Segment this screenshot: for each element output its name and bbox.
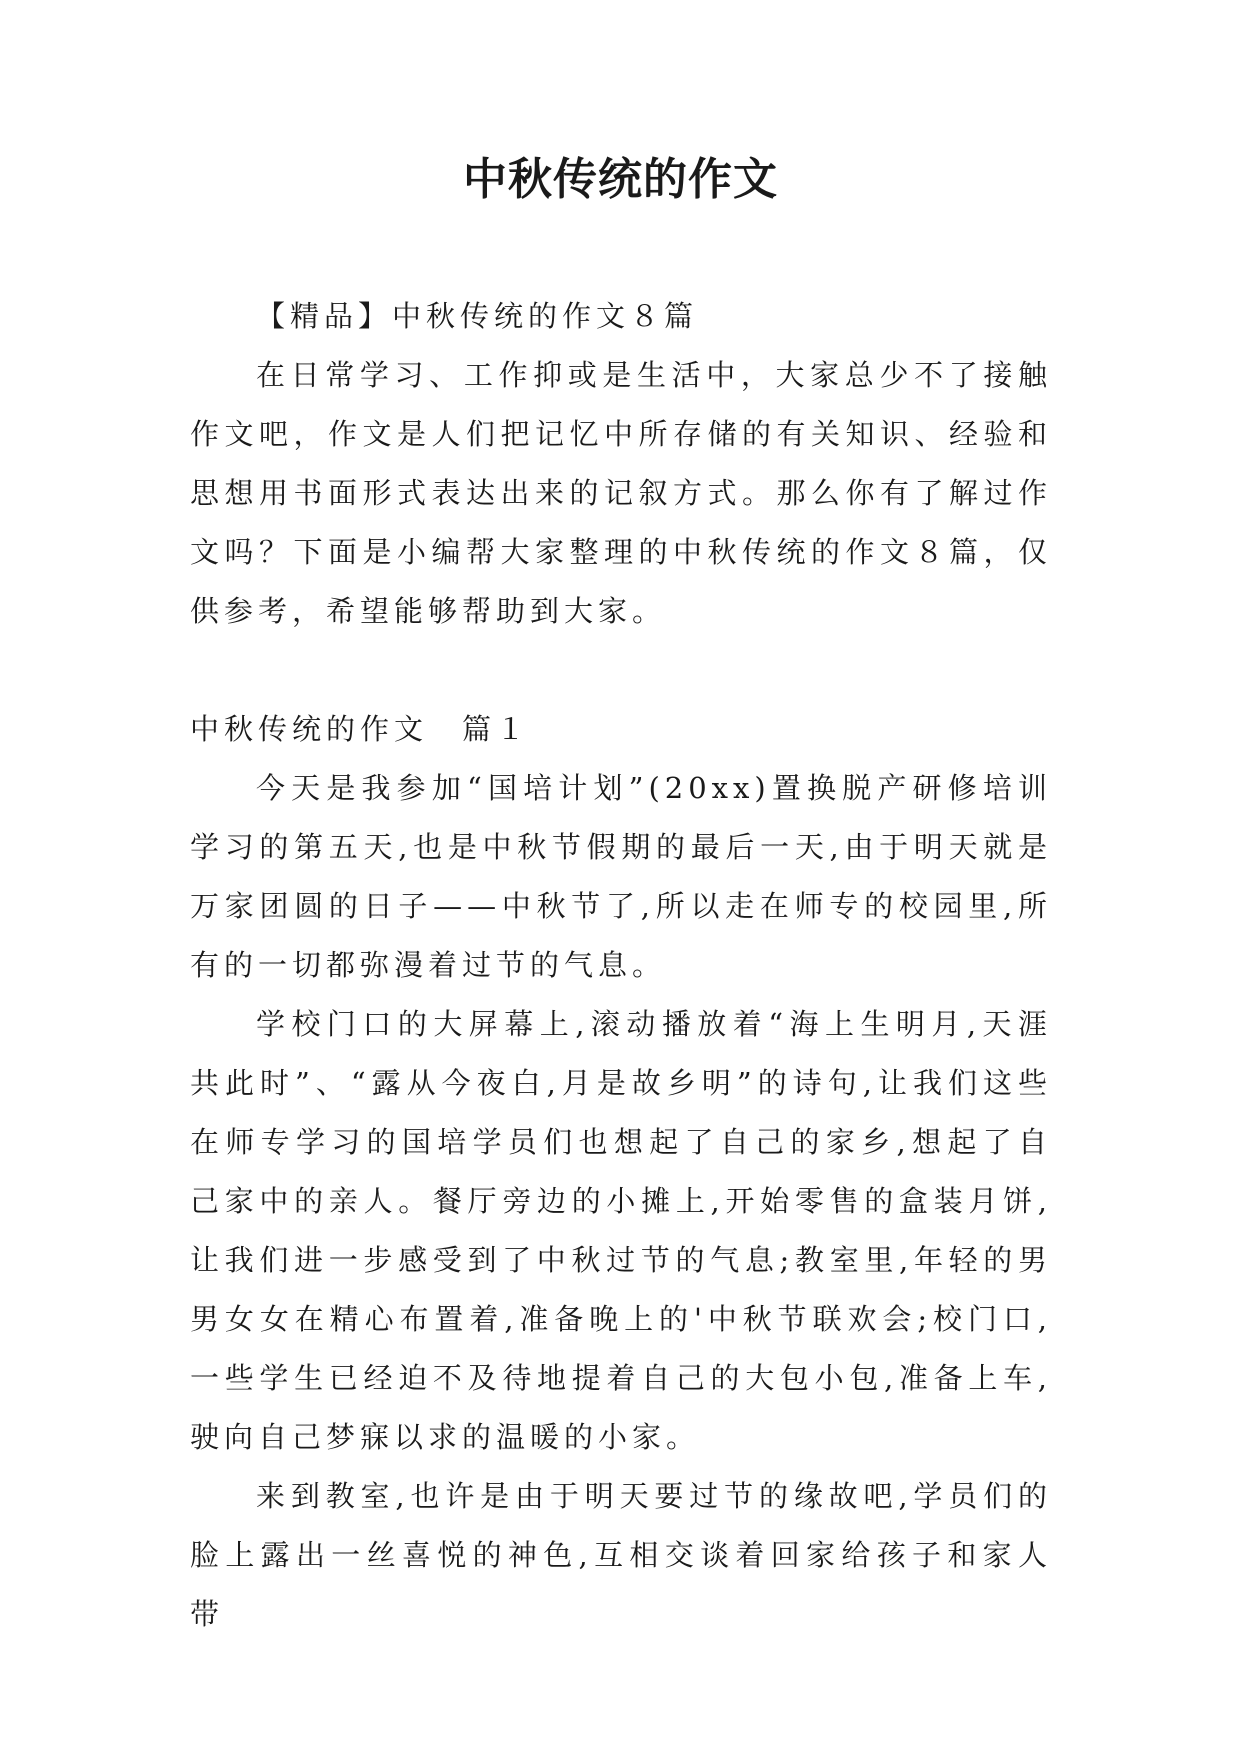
document-title: 中秋传统的作文 — [463, 154, 778, 205]
document-body — [190, 287, 1052, 1644]
body-paragraph: 学校门口的大屏幕上,滚动播放着“海上生明月,天涯共此时”、“露从今夜白,月是故乡明”的诗句,让我们这些在师专学习的国培学员们也想起了自己的家乡,想起了自己家中的亲人。餐厅旁边的小摊上,开始零售的盒装月饼,让我们进一步感受到了中秋过节的气息;教室里,年轻的男男女女在精心布置着,准备晚上的'中秋节联欢会;校门口,一些学生已经迫不及待地提着自己的大包小包,准备上车,驶向自己梦寐以求的温暖的小家。 — [190, 1007, 1052, 1454]
body-paragraph: 来到教室,也许是由于明天要过节的缘故吧,学员们的脸上露出一丝喜悦的神色,互相交谈着回家给孩子和家人带 — [190, 1479, 1052, 1631]
intro-line: 【精品】中秋传统的作文８篇 — [256, 299, 699, 333]
preface-paragraph: 在日常学习、工作抑或是生活中，大家总少不了接触作文吧，作文是人们把记忆中所存储的有关知识、经验和思想用书面形式表达出来的记叙方式。那么你有了解过作文吗？下面是小编帮大家整理的中秋传统的作文８篇，仅供参考，希望能够帮助到大家。 — [190, 358, 1052, 628]
body-paragraph: 今天是我参加“国培计划”(20xx)置换脱产研修培训学习的第五天,也是中秋节假期的最后一天,由于明天就是万家团圆的日子——中秋节了,所以走在师专的校园里,所有的一切都弥漫着过节的气息。 — [190, 771, 1052, 982]
paragraph-gap — [190, 641, 1052, 700]
section-heading: 中秋传统的作文 篇１ — [190, 712, 531, 746]
